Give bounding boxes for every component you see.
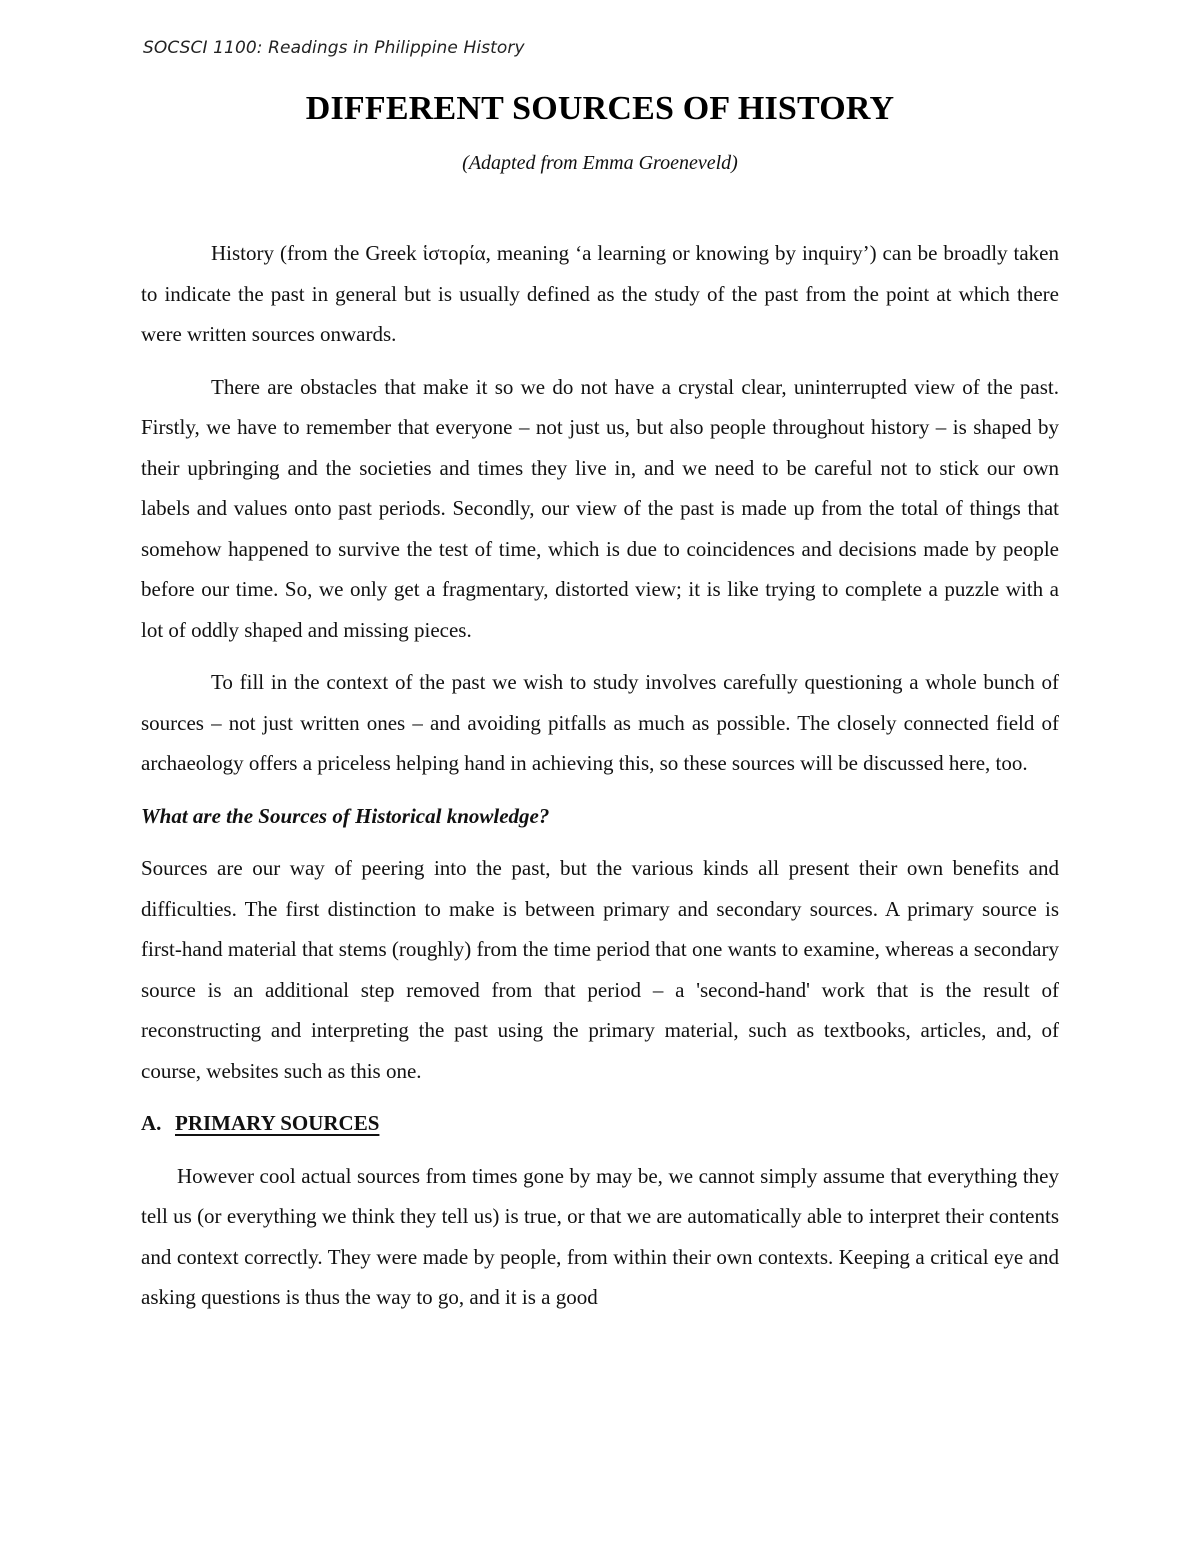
paragraph-primary-secondary: Sources are our way of peering into the past, but the various kinds all present their own benefits and difficulties. The first distinction to make is between primary and secondary sources. A primary source is first-hand material that stems (roughly) from the time period that one wants to examine, whereas a secondary source is an additional step removed from that period – a 'second-hand' work that is the result of reconstructing and interpreting the past using the primary material, such as textbooks, articles, and, of course, websites such as this one. bbox=[141, 856, 1059, 1083]
subheading-sources: What are the Sources of Historical knowledge? bbox=[141, 803, 550, 828]
section-label: PRIMARY SOURCES bbox=[175, 1111, 380, 1135]
running-header: SOCSCI 1100: Readings in Philippine History bbox=[143, 38, 525, 58]
paragraph-primary-caution: However cool actual sources from times gone by may be, we cannot simply assume that everything they tell us (or everything we think they tell us) is true, or that we are automatically able to interpret their contents and context correctly. They were made by people, from within their own contexts. Keeping a critical eye and asking questions is thus the way to go, and it is a good bbox=[141, 1163, 1059, 1309]
section-letter: A. bbox=[141, 1111, 162, 1135]
document-subtitle: (Adapted from Emma Groeneveld) bbox=[462, 152, 738, 174]
paragraph-obstacles: There are obstacles that make it so we do not have a crystal clear, uninterrupted view of the past. Firstly, we have to remember that everyone – not just us, but also people throughout history – is shaped by their upbringing and the societies and times they live in, and we need to be careful not to stick our own labels and values onto past periods. Secondly, our view of the past is made up from the total of things that somehow happened to survive the test of time, which is due to coincidences and decisions made by people before our time. So, we only get a fragmentary, distorted view; it is like trying to complete a puzzle with a lot of oddly shaped and missing pieces. bbox=[141, 374, 1059, 642]
document-title: DIFFERENT SOURCES OF HISTORY bbox=[305, 90, 895, 127]
section-heading-primary-sources bbox=[141, 1103, 1059, 1144]
paragraph-history-definition: History (from the Greek ἱστορία, meaning ‘a learning or knowing by inquiry’) can be broadly taken to indicate the past in general but is usually defined as the study of the past from the point at which there were written sources onwards. bbox=[141, 241, 1059, 346]
document-body bbox=[141, 233, 1059, 1330]
paragraph-context: To fill in the context of the past we wish to study involves carefully questioning a whole bunch of sources – not just written ones – and avoiding pitfalls as much as possible. The closely connected field of archaeology offers a priceless helping hand in achieving this, so these sources will be discussed here, too. bbox=[141, 670, 1059, 775]
